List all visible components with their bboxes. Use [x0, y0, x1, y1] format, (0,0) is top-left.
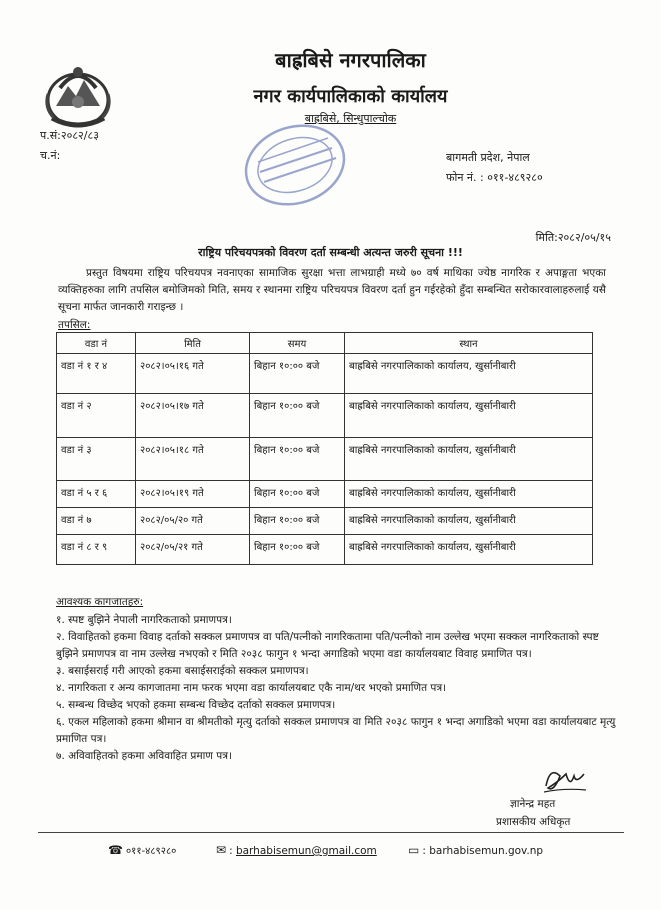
time-cell: बिहान १०:०० बजे — [250, 438, 345, 481]
ward-cell: वडा नं ५ र ६ — [57, 481, 136, 508]
details-label: तपसिल: — [58, 319, 91, 331]
time-cell: बिहान १०:०० बजे — [250, 508, 345, 535]
header-date: मिति — [136, 333, 250, 354]
header-time: समय — [250, 333, 345, 354]
list-item: २. विवाहितको हकमा विवाह दर्ताको सक्कल प्रमाणपत्र वा पति/पत्नीको नागरिकतामा पति/पत्नीको नाम उल्लेख भएमा सक्कल नागरिकताको स्पष्ट बुझिने प्रमाणपत्र वा नाम उल्लेख नभएको र मिति २०३८ फागुन १ भन्दा अगाडिको भएमा वडा कार्यालयबाट विवाह प्रमाणित पत्र। — [56, 631, 599, 660]
location-cell: बाह्रबिसे नगरपालिकाको कार्यालय, खुर्सानीबारी — [345, 508, 593, 535]
header-location: स्थान — [345, 333, 593, 354]
footer-website[interactable]: ▭ : barhabisemun.gov.np — [408, 843, 544, 857]
date-cell: २०८२/०५/२० गते — [136, 508, 250, 535]
ward-cell: वडा नं २ — [57, 394, 136, 438]
time-cell: बिहान १०:०० बजे — [250, 481, 345, 508]
requirements-list — [56, 612, 616, 765]
notice-date: मिति:२०८२/०५/१५ — [535, 231, 611, 244]
location-cell: बाह्रबिसे नगरपालिकाको कार्यालय, खुर्सानीबारी — [345, 354, 593, 394]
footer-divider — [38, 832, 624, 833]
table-row — [57, 438, 593, 481]
computer-icon: ▭ — [408, 843, 420, 857]
signatory-role: प्रशासकीय अधिकृत — [496, 816, 571, 828]
table-row — [57, 508, 593, 535]
ward-cell: वडा नं ७ — [57, 508, 136, 535]
date-cell: २०८२।०५।१७ गते — [136, 394, 250, 438]
office-address: बाह्रबिसे, सिन्धुपाल्चोक — [304, 112, 397, 125]
notice-body: प्रस्तुत विषयमा राष्ट्रिय परिचयपत्र नवनाएका सामाजिक सुरक्षा भत्ता लाभग्राही मध्ये ७० वर्ष माथिका ज्येष्ठ नागरिक र अपाङ्गता भएका व्यक्तिहरुका लागि तपसिल बमोजिमको मिति, समय र स्थानमा राष्ट्रिय परिचयपत्र विवरण दर्ता हुन गईरहेको हुँदा सम्बन्धित सरोकारवालाहरुलाई यसै सूचना मार्फत जानकारी गराइन्छ । — [58, 267, 606, 313]
province-name: बागमती प्रदेश, नेपाल — [446, 151, 530, 164]
office-name: नगर कार्यपालिकाको कार्यालय — [253, 86, 448, 107]
requirements-title: आवश्यक कागजातहरु: — [56, 596, 144, 608]
notice-subject: राष्ट्रिय परिचयपत्रको विवरण दर्ता सम्बन्धी अत्यन्त जरुरी सूचना !!! — [198, 246, 463, 259]
schedule-header-row — [57, 333, 593, 354]
dispatch-number: च.नं: — [40, 149, 61, 162]
date-cell: २०८२।०५।१९ गते — [136, 481, 250, 508]
schedule-table — [56, 332, 593, 565]
website-link[interactable]: barhabisemun.gov.np — [429, 845, 544, 857]
reference-number: प.सं:२०८२/८३ — [40, 129, 99, 142]
envelope-icon: ✉ — [216, 843, 227, 857]
location-cell: बाह्रबिसे नगरपालिकाको कार्यालय, खुर्सानीबारी — [345, 438, 593, 481]
time-cell: बिहान १०:०० बजे — [250, 535, 345, 565]
table-row — [57, 394, 593, 438]
email-link[interactable]: barhabisemun@gmail.com — [235, 845, 377, 857]
table-row — [57, 535, 593, 565]
telephone-icon: ☎ — [108, 843, 123, 857]
footer-email[interactable]: ✉ : barhabisemun@gmail.com — [216, 843, 377, 857]
date-cell: २०८२/०५/२१ गते — [136, 535, 250, 565]
table-row — [57, 354, 593, 394]
table-row — [57, 481, 593, 508]
time-cell: बिहान १०:०० बजे — [250, 394, 345, 438]
date-cell: २०८२।०५।१६ गते — [136, 354, 250, 394]
list-item: ३. बसाईसराई गरी आएको हकमा बसाईसराईको सक्कल प्रमाणपत्र। — [56, 665, 309, 677]
list-item: ५. सम्बन्ध विच्छेद भएको हकमा सम्बन्ध विच्छेद दर्ताको सक्कल प्रमाणपत्र। — [56, 699, 336, 711]
ward-cell: वडा नं १ र ४ — [57, 354, 136, 394]
time-cell: बिहान १०:०० बजे — [250, 354, 345, 394]
signatory-name: ज्ञानेन्द्र महत — [510, 798, 556, 810]
location-cell: बाह्रबिसे नगरपालिकाको कार्यालय, खुर्सानीबारी — [345, 535, 593, 565]
location-cell: बाह्रबिसे नगरपालिकाको कार्यालय, खुर्सानीबारी — [345, 481, 593, 508]
header-ward: वडा नं — [57, 333, 136, 354]
date-cell: २०८२।०५।१८ गते — [136, 438, 250, 481]
location-cell: बाह्रबिसे नगरपालिकाको कार्यालय, खुर्सानीबारी — [345, 394, 593, 438]
ward-cell: वडा नं ३ — [57, 438, 136, 481]
list-item: ७. अविवाहितको हकमा अविवाहित प्रमाण पत्र। — [56, 750, 233, 762]
ward-cell: वडा नं ८ र ९ — [57, 535, 136, 565]
list-item: १. स्पष्ट बुझिने नेपाली नागरिकताको प्रमाणपत्र। — [56, 614, 232, 626]
footer-phone: ☎ ०११-४८९२८० — [108, 843, 177, 857]
list-item: ६. एकल महिलाको हकमा श्रीमान वा श्रीमतीको मृत्यु दर्ताको सक्कल प्रमाणपत्र वा मिति २०३८ फागुन १ भन्दा अगाडिको भएमा वडा कार्यालयबाट मृत्यु प्रमाणित पत्र। — [56, 716, 616, 745]
signature-icon — [540, 762, 590, 798]
municipality-title: बाह्रबिसे नगरपालिका — [275, 48, 426, 72]
list-item: ४. नागरिकता र अन्य कागजातमा नाम फरक भएमा वडा कार्यालयबाट एकै नाम/थर भएको प्रमाणित पत्र। — [56, 682, 447, 694]
office-phone: फोन नं. : ०११-४८९२८० — [446, 171, 543, 184]
office-seal-stamp — [240, 120, 350, 210]
